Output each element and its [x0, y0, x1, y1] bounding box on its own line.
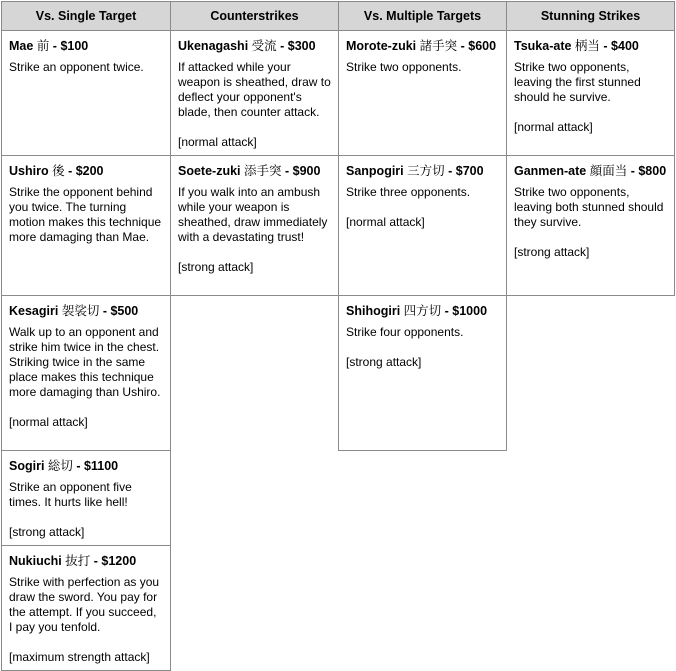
technique-cell-sogiri: [1, 450, 171, 546]
technique-title: Ushiro 後 - $200: [9, 164, 104, 178]
technique-title: Mae 前 - $100: [9, 39, 89, 53]
technique-title: Soete-zuki 添手突 - $900: [178, 164, 321, 178]
header-stunning-strikes: Stunning Strikes: [506, 1, 675, 31]
technique-description: Walk up to an opponent and strike him twice in the chest. Striking twice in the same place makes this technique more damaging than Ushiro.: [9, 325, 161, 399]
technique-title: Tsuka-ate 柄当 - $400: [514, 39, 639, 53]
attack-type: [normal attack]: [346, 215, 425, 229]
attack-type: [strong attack]: [178, 260, 254, 274]
technique-cell-tsuka-ate: [506, 30, 675, 156]
header-vs-multiple-targets: Vs. Multiple Targets: [338, 1, 507, 31]
technique-cell-ganmen-ate: [506, 155, 675, 296]
technique-cell-soete-zuki: [170, 155, 339, 296]
technique-cell-nukiuchi: [1, 545, 171, 671]
technique-cell-morote-zuki: [338, 30, 507, 156]
attack-type: [normal attack]: [514, 120, 593, 134]
technique-cell-shihogiri: [338, 295, 507, 451]
technique-cell-ushiro: [1, 155, 171, 296]
technique-description: Strike with perfection as you draw the sword. You pay for the attempt. If you succeed, I pay you tenfold.: [9, 575, 160, 634]
technique-title: Sanpogiri 三方切 - $700: [346, 164, 484, 178]
technique-cell-mae: [1, 30, 171, 156]
attack-type: [normal attack]: [9, 415, 88, 429]
technique-description: Strike four opponents.: [346, 325, 464, 339]
technique-title: Kesagiri 袈裟切 - $500: [9, 304, 139, 318]
technique-description: If you walk into an ambush while your weapon is sheathed, draw immediately with a devastating trust!: [178, 185, 328, 244]
technique-description: Strike the opponent behind you twice. The turning motion makes this technique more damaging than Mae.: [9, 185, 162, 244]
technique-title: Nukiuchi 抜打 - $1200: [9, 554, 137, 568]
attack-type: [strong attack]: [346, 355, 422, 369]
technique-cell-sanpogiri: [338, 155, 507, 296]
technique-description: Strike an opponent five times. It hurts like hell!: [9, 480, 132, 509]
technique-title: Ganmen-ate 顔面当 - $800: [514, 164, 667, 178]
technique-title: Morote-zuki 諸手突 - $600: [346, 39, 497, 53]
attack-type: [normal attack]: [178, 135, 257, 149]
technique-cell-kesagiri: [1, 295, 171, 451]
attack-type: [strong attack]: [9, 525, 85, 539]
header-counterstrikes: Counterstrikes: [170, 1, 339, 31]
technique-description: Strike two opponents, leaving the first stunned should he survive.: [514, 60, 641, 104]
attack-type: [maximum strength attack]: [9, 650, 150, 664]
technique-title: Shihogiri 四方切 - $1000: [346, 304, 488, 318]
technique-description: Strike two opponents.: [346, 60, 462, 74]
technique-description: Strike three opponents.: [346, 185, 471, 199]
technique-description: Strike an opponent twice.: [9, 60, 144, 74]
technique-description: Strike two opponents, leaving both stunned should they survive.: [514, 185, 664, 229]
technique-title: Sogiri 総切 - $1100: [9, 459, 119, 473]
attack-type: [strong attack]: [514, 245, 590, 259]
header-vs-single-target: Vs. Single Target: [1, 1, 171, 31]
technique-description: If attacked while your weapon is sheathed, draw to deflect your opponent's blade, then counter attack.: [178, 60, 331, 119]
technique-title: Ukenagashi 受流 - $300: [178, 39, 316, 53]
technique-cell-ukenagashi: [170, 30, 339, 156]
